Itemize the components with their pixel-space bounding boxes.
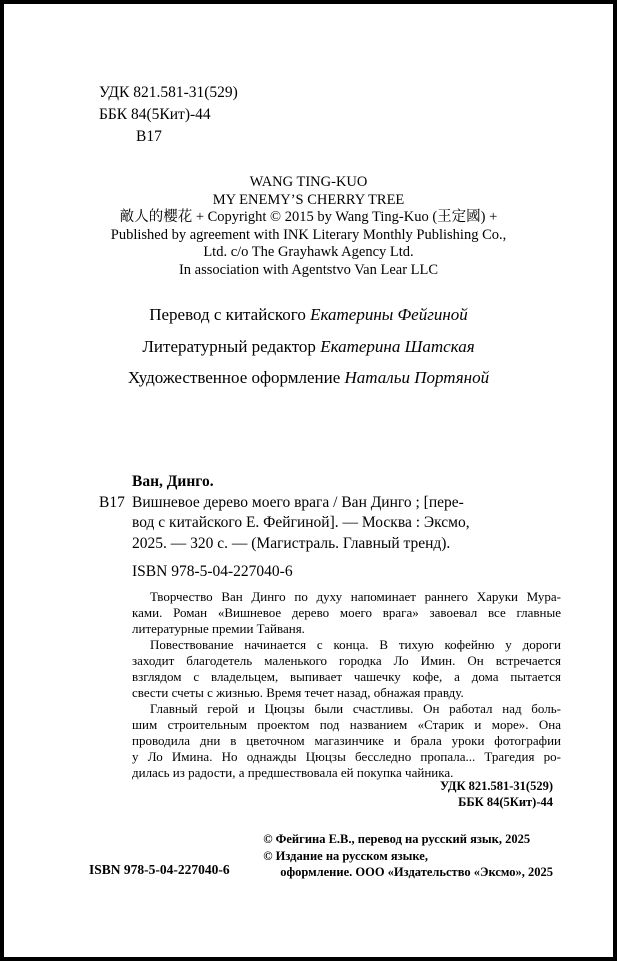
udk-top: УДК 821.581-31(529) xyxy=(99,84,238,101)
annotation-block xyxy=(132,589,561,781)
annotation-line: Творчество Ван Динго по духу напоминает раннего Харуки Мура- xyxy=(150,589,561,604)
original-copyright-block xyxy=(4,174,613,279)
annotation-line: Главный герой и Цюцзы были счастливы. Он работал над боль- xyxy=(150,701,561,716)
annotation-line: свести счеты с жизнью. Время течет назад, обнажая правду. xyxy=(132,685,464,700)
catalog-code: В17 xyxy=(99,493,125,511)
imprint-codes-bottom xyxy=(440,779,553,810)
annotation-line: дилась из радости, а предшествовала ей покупка чайника. xyxy=(132,765,454,780)
original-author-name: WANG TING-KUO xyxy=(249,174,368,190)
annotation-line: взглядом с владельцем, выпивает чашечку кофе, а дома пытается xyxy=(132,669,561,684)
agency-line: Ltd. c/o The Grayhawk Agency Ltd. xyxy=(203,244,414,260)
imprint-codes-top xyxy=(99,82,238,148)
annotation-line: проводила дни в цветочном магазинчике и брала уроки фотографии xyxy=(132,733,561,748)
editor-credit xyxy=(4,337,613,357)
copyright-translation-line: © Фейгина Е.В., перевод на русский язык, 2025 xyxy=(263,832,531,846)
annotation-line: заходит благодетель маленького городка Ло Имин. Он встречается xyxy=(132,653,561,668)
udk-bottom: УДК 821.581-31(529) xyxy=(439,779,553,793)
translator-credit xyxy=(4,305,613,325)
isbn-bottom: ISBN 978-5-04-227040-6 xyxy=(89,862,230,877)
original-title: MY ENEMY’S CHERRY TREE xyxy=(212,191,405,208)
copyright-edition-line: © Издание на русском языке, xyxy=(263,848,428,863)
credit-role: Художественное оформление xyxy=(127,368,345,387)
bbk-bottom: ББК 84(5Кит)-44 xyxy=(458,794,553,809)
annotation-line: литературные премии Тайваня. xyxy=(132,621,305,636)
credit-role: Перевод с китайского xyxy=(149,305,311,324)
credits-block xyxy=(4,305,613,400)
catalog-line: 2025. — 320 с. — (Магистраль. Главный тренд). xyxy=(132,534,451,552)
credit-name: Екатерина Шатская xyxy=(320,336,475,356)
annotation-line: шим строительным проектом под названием «Старик и море». Она xyxy=(132,717,561,732)
credit-role: Литературный редактор xyxy=(142,336,321,356)
association-line: In association with Agentstvo Van Lear LLC xyxy=(178,261,439,278)
copyright-publisher-line: оформление. ООО «Издательство «Эксмо», 2025 xyxy=(280,865,553,879)
original-copyright-line: 敵人的櫻花 + Copyright © 2015 by Wang Ting-Kuo (王定國) + xyxy=(119,209,498,225)
publisher-agreement-line: Published by agreement with INK Literary Monthly Publishing Co., xyxy=(110,226,507,243)
copyright-notices xyxy=(263,831,553,881)
catalog-line: Вишневое дерево моего врага / Ван Динго ; [пере- xyxy=(132,493,464,511)
credit-name: Натальи Портяной xyxy=(344,368,490,387)
catalog-author: Ван, Динго. xyxy=(132,473,214,490)
annotation-line: у Ло Имина. Но однажды Цюцзы бесследно пропала... Трагедия ро- xyxy=(132,749,561,764)
catalog-isbn: ISBN 978-5-04-227040-6 xyxy=(132,563,293,580)
credit-name: Екатерины Фейгиной xyxy=(310,305,468,324)
author-sign-code: В17 xyxy=(136,128,162,145)
annotation-line: Повествование начинается с конца. В тихую кофейню у дороги xyxy=(150,637,561,652)
catalog-description xyxy=(99,493,539,555)
bbk-top: ББК 84(5Кит)-44 xyxy=(99,106,211,123)
catalog-line: вод с китайского Е. Фейгиной]. — Москва : Эксмо, xyxy=(132,514,470,531)
catalog-entry xyxy=(99,472,539,583)
annotation-line: ками. Роман «Вишневое дерево моего врага» завоевал все главные xyxy=(132,605,561,620)
designer-credit xyxy=(4,368,613,388)
